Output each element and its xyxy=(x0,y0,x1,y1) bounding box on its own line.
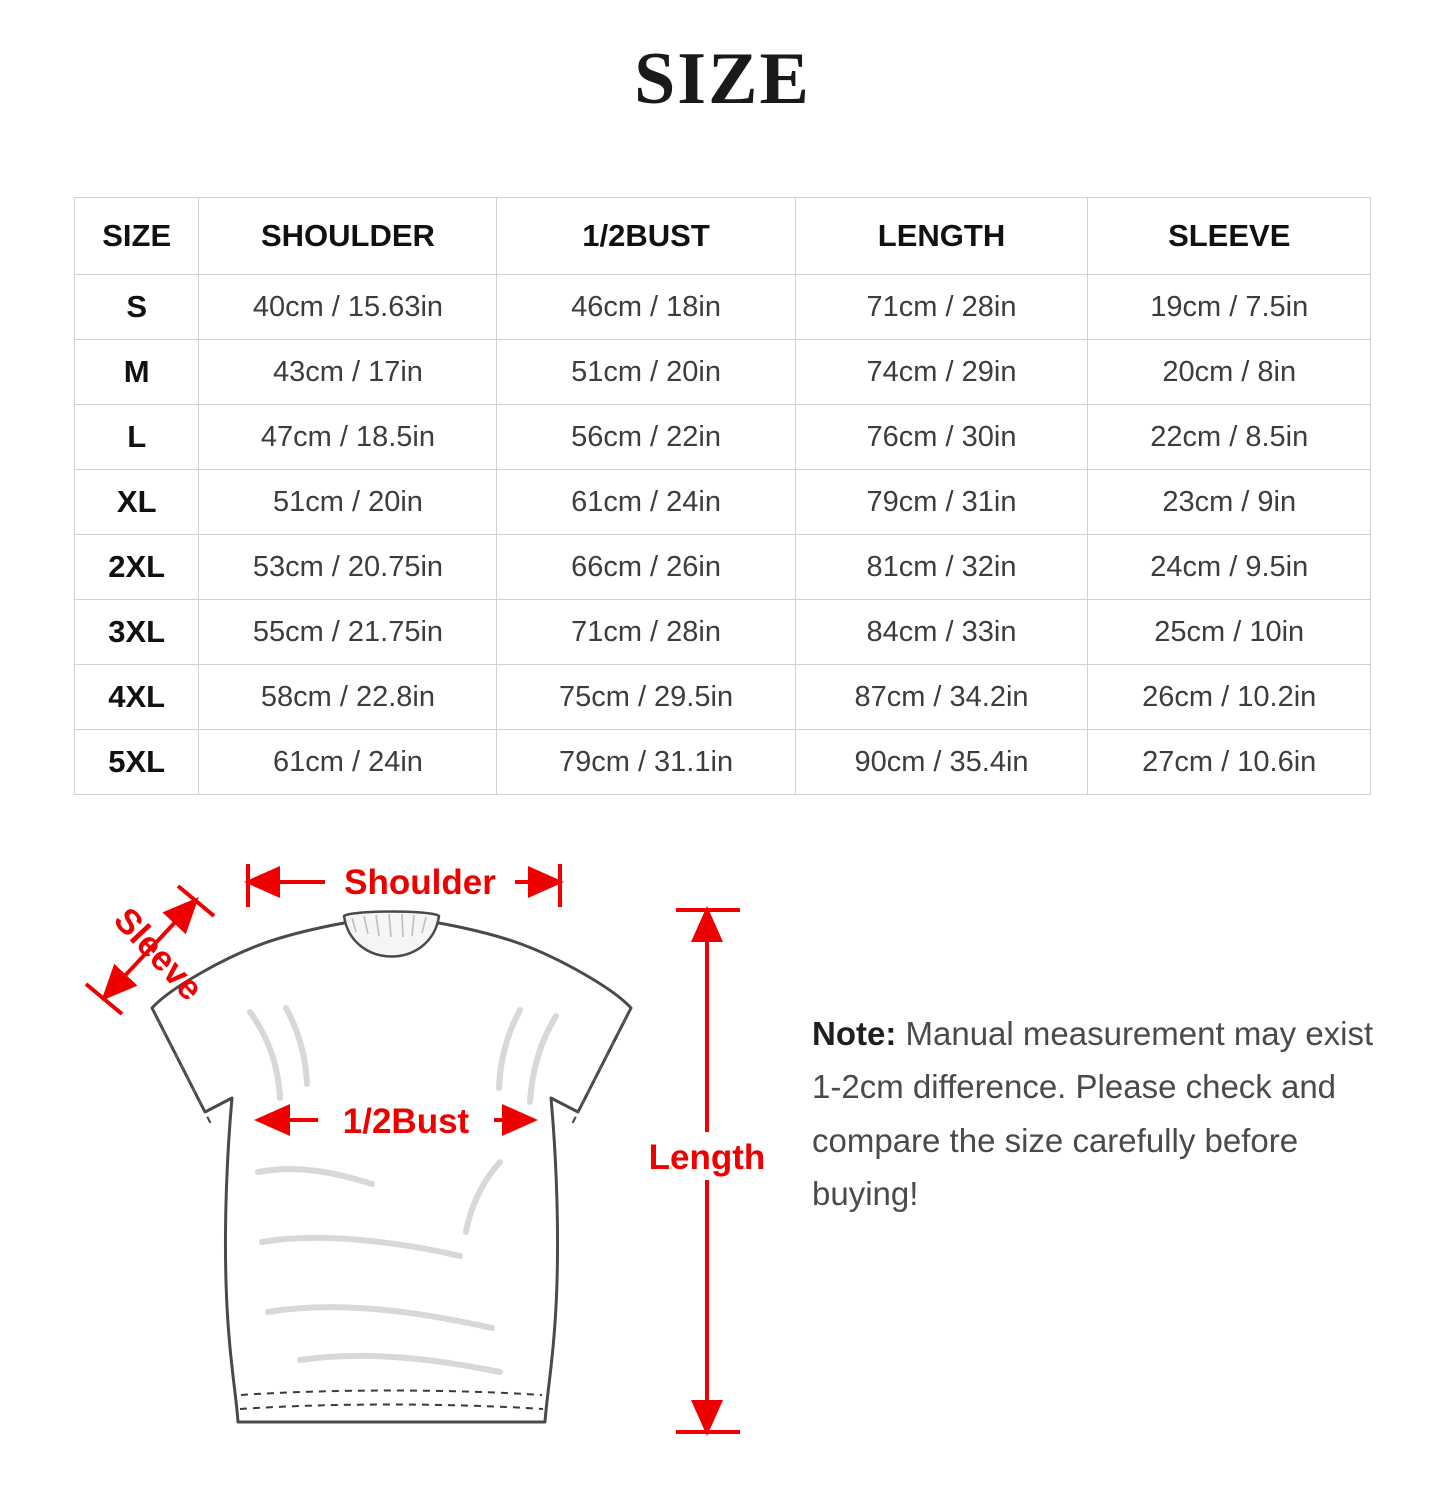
cell-sleeve: 26cm / 10.2in xyxy=(1088,665,1371,730)
cell-size: 3XL xyxy=(75,600,199,665)
cell-length: 76cm / 30in xyxy=(795,405,1088,470)
cell-bust: 75cm / 29.5in xyxy=(497,665,795,730)
note-text: Manual measurement may exist 1-2cm difference. Please check and compare the size carefully before buying! xyxy=(812,1015,1374,1213)
size-chart-table xyxy=(74,197,1371,795)
cell-sleeve: 25cm / 10in xyxy=(1088,600,1371,665)
cell-size: XL xyxy=(75,470,199,535)
cell-bust: 66cm / 26in xyxy=(497,535,795,600)
table-row xyxy=(75,470,1371,535)
cell-shoulder: 51cm / 20in xyxy=(199,470,497,535)
column-header-bust: 1/2BUST xyxy=(497,198,795,275)
cell-sleeve: 19cm / 7.5in xyxy=(1088,275,1371,340)
shoulder-label: Shoulder xyxy=(344,863,496,902)
cell-size: 5XL xyxy=(75,730,199,795)
cell-shoulder: 40cm / 15.63in xyxy=(199,275,497,340)
page-title: SIZE xyxy=(634,38,811,120)
cell-size: 4XL xyxy=(75,665,199,730)
cell-bust: 51cm / 20in xyxy=(497,340,795,405)
column-header-sleeve: SLEEVE xyxy=(1088,198,1371,275)
cell-shoulder: 55cm / 21.75in xyxy=(199,600,497,665)
cell-sleeve: 27cm / 10.6in xyxy=(1088,730,1371,795)
cell-length: 81cm / 32in xyxy=(795,535,1088,600)
cell-length: 71cm / 28in xyxy=(795,275,1088,340)
table-row xyxy=(75,730,1371,795)
cell-sleeve: 23cm / 9in xyxy=(1088,470,1371,535)
column-header-length: LENGTH xyxy=(795,198,1088,275)
shoulder-measure-arrow xyxy=(248,858,560,907)
cell-bust: 61cm / 24in xyxy=(497,470,795,535)
cell-bust: 46cm / 18in xyxy=(497,275,795,340)
cell-bust: 79cm / 31.1in xyxy=(497,730,795,795)
cell-length: 79cm / 31in xyxy=(795,470,1088,535)
cell-size: M xyxy=(75,340,199,405)
cell-sleeve: 24cm / 9.5in xyxy=(1088,535,1371,600)
table-row xyxy=(75,600,1371,665)
table-row xyxy=(75,340,1371,405)
cell-size: S xyxy=(75,275,199,340)
length-label: Length xyxy=(648,1138,766,1177)
table-row xyxy=(75,665,1371,730)
column-header-size: SIZE xyxy=(75,198,199,275)
size-chart-table-container xyxy=(74,197,1371,795)
measurement-note xyxy=(812,1007,1392,1221)
sleeve-label: Sleeve xyxy=(106,900,211,1009)
note-label: Note: xyxy=(812,1015,897,1052)
cell-size: L xyxy=(75,405,199,470)
sleeve-measure-arrow xyxy=(86,886,214,1014)
column-header-shoulder: SHOULDER xyxy=(199,198,497,275)
cell-bust: 56cm / 22in xyxy=(497,405,795,470)
tshirt-illustration xyxy=(152,912,631,1423)
table-row xyxy=(75,275,1371,340)
cell-shoulder: 53cm / 20.75in xyxy=(199,535,497,600)
cell-shoulder: 58cm / 22.8in xyxy=(199,665,497,730)
cell-shoulder: 61cm / 24in xyxy=(199,730,497,795)
table-row xyxy=(75,405,1371,470)
cell-size: 2XL xyxy=(75,535,199,600)
cell-length: 74cm / 29in xyxy=(795,340,1088,405)
cell-length: 87cm / 34.2in xyxy=(795,665,1088,730)
cell-shoulder: 43cm / 17in xyxy=(199,340,497,405)
cell-sleeve: 22cm / 8.5in xyxy=(1088,405,1371,470)
cell-sleeve: 20cm / 8in xyxy=(1088,340,1371,405)
cell-shoulder: 47cm / 18.5in xyxy=(199,405,497,470)
table-row xyxy=(75,535,1371,600)
cell-bust: 71cm / 28in xyxy=(497,600,795,665)
cell-length: 84cm / 33in xyxy=(795,600,1088,665)
bust-label: 1/2Bust xyxy=(342,1102,470,1141)
length-measure-arrow xyxy=(648,910,766,1432)
table-header-row xyxy=(75,198,1371,275)
cell-length: 90cm / 35.4in xyxy=(795,730,1088,795)
